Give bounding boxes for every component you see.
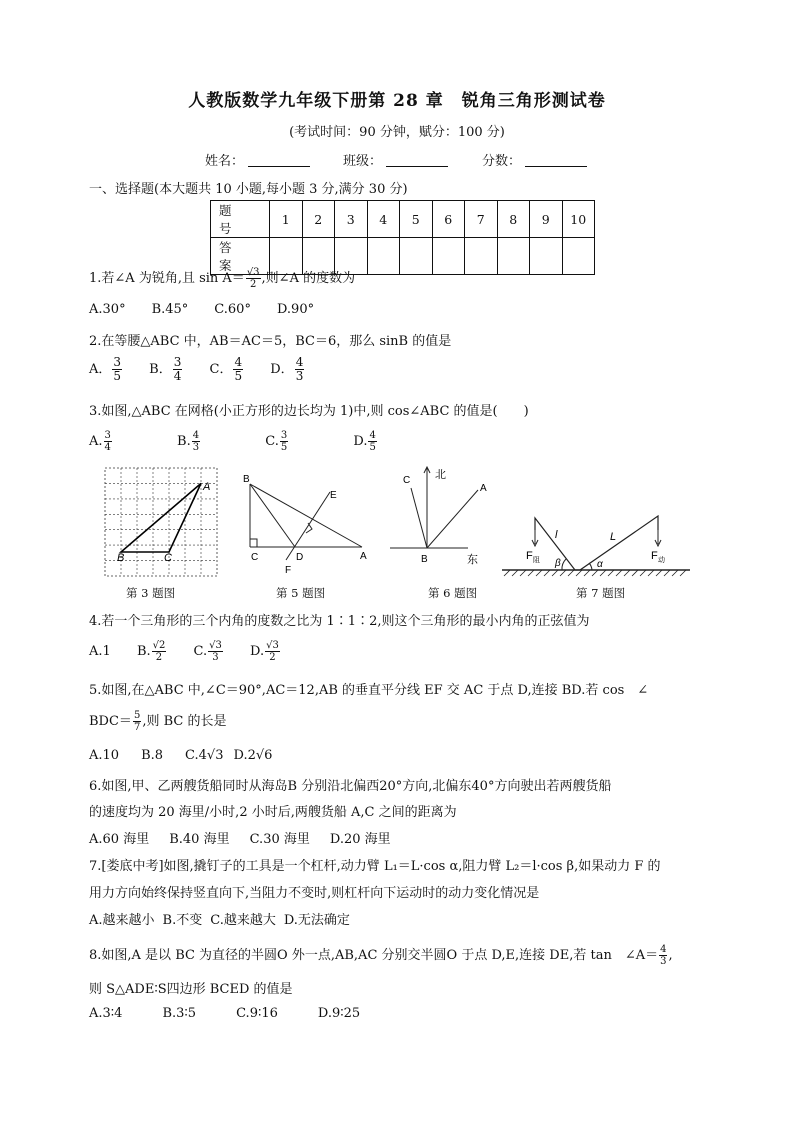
opt-frac: [173, 356, 183, 383]
frac-num: 4: [660, 944, 667, 955]
num-cell: 8: [497, 201, 530, 238]
option-c[interactable]: [265, 430, 289, 453]
q1-fraction: [246, 267, 261, 290]
name-field[interactable]: [205, 150, 310, 169]
opt-frac: [265, 640, 280, 663]
question-1: [89, 267, 355, 290]
opt-label: B.: [177, 434, 191, 449]
question-8-cont: 则 S△ADE∶S四边形 BCED 的值是: [89, 982, 293, 997]
answer-table: [210, 200, 595, 275]
row-label-number: 题号: [211, 201, 270, 238]
opt-frac: [152, 640, 167, 663]
question-4: 4.若一个三角形的三个内角的度数之比为 1∶1∶2,则这个三角形的最小内角的正弦值为: [89, 614, 590, 629]
class-blank[interactable]: [386, 154, 448, 167]
figure-7: [502, 516, 690, 576]
opt-label: D.: [353, 434, 368, 449]
frac-den: 2: [155, 652, 163, 663]
option-b[interactable]: [149, 356, 183, 383]
opt-label: B．: [149, 362, 172, 377]
figures-row: [100, 466, 700, 581]
opt-frac: [208, 640, 223, 663]
frac-num: 4: [369, 430, 376, 441]
option-a[interactable]: A.3∶4: [89, 1006, 123, 1021]
option-d[interactable]: D.2√6: [233, 748, 273, 763]
num-cell: 3: [335, 201, 368, 238]
opt-frac: [280, 430, 288, 453]
label-b: B: [243, 474, 250, 485]
ground-hatch: [504, 570, 686, 576]
frac-num: 4: [295, 355, 304, 369]
label-alpha: α: [597, 559, 603, 570]
triangle-abc: [121, 483, 201, 552]
name-label: 姓名：: [205, 154, 245, 169]
frac-num: √2: [152, 640, 166, 651]
label-l-big: L: [610, 531, 617, 543]
frac-den: 3: [192, 442, 200, 453]
q3-options: [89, 430, 404, 453]
q1-options: [89, 302, 340, 317]
frac-den: 5: [234, 369, 243, 383]
class-field[interactable]: [343, 150, 448, 169]
score-blank[interactable]: [525, 154, 587, 167]
frac-num: 5: [133, 710, 141, 721]
caption-fig5: 第 5 题图: [276, 586, 326, 600]
opt-label: A．: [89, 362, 112, 377]
num-cell: 5: [400, 201, 433, 238]
q5-fraction: [133, 710, 141, 733]
frac-num: 3: [280, 430, 288, 441]
option-d[interactable]: [353, 430, 377, 453]
question-8: [89, 944, 673, 967]
frac-num: 3: [104, 430, 111, 441]
q4-options: [89, 640, 307, 663]
exam-subtitle: (考试时间：90 分钟，赋分：100 分): [289, 125, 505, 140]
frac-num: √3: [266, 640, 279, 651]
q1-frac-num: √3: [246, 267, 260, 278]
frac-den: 5: [369, 442, 376, 453]
frac-num: 4: [192, 430, 200, 441]
opt-label: A.: [89, 434, 103, 449]
label-b: B: [421, 554, 428, 565]
label-c: C: [251, 552, 259, 563]
option-b[interactable]: [177, 430, 201, 453]
figure-5: [250, 484, 362, 560]
option-a[interactable]: A.越来越小: [89, 913, 155, 928]
opt-label: C.: [193, 644, 208, 659]
answer-cell[interactable]: [497, 238, 530, 275]
q8-options: [89, 1006, 386, 1021]
q1-stem: 1.若∠A 为锐角,且 sin A＝: [89, 271, 245, 286]
question-6-cont: 的速度均为 20 海里/小时,2 小时后,两艘货船 A,C 之间的距离为: [89, 805, 457, 820]
q1-frac-den: 2: [249, 279, 257, 290]
option-b[interactable]: B.3∶5: [162, 1006, 197, 1021]
label-d: D: [296, 552, 304, 563]
q2-options: [89, 356, 327, 383]
label-a: A: [360, 551, 367, 562]
answer-cell[interactable]: [530, 238, 563, 275]
opt-frac: [104, 430, 112, 453]
label-f-resist: F: [526, 550, 533, 562]
score-label: 分数：: [482, 154, 522, 169]
frac-num: 3: [113, 355, 122, 369]
label-c: C: [164, 552, 172, 564]
frac-num: 3: [173, 355, 182, 369]
option-a[interactable]: A.10: [89, 748, 120, 763]
label-f-power: F: [651, 550, 658, 562]
option-c[interactable]: [210, 356, 245, 383]
frac-den: 5: [113, 369, 122, 383]
label-a: A: [480, 483, 487, 494]
opt-label: B.: [136, 644, 151, 659]
question-5-cont: [89, 710, 226, 733]
option-c[interactable]: C.60°: [214, 302, 251, 317]
label-north: 北: [435, 469, 446, 481]
option-b[interactable]: B.不变: [162, 913, 203, 928]
option-d[interactable]: [270, 356, 305, 383]
q8-stem-end: ,: [668, 948, 673, 963]
q5-stem: BDC＝: [89, 714, 132, 729]
option-a[interactable]: A.60 海里: [89, 832, 150, 847]
q8-fraction: [659, 944, 667, 967]
num-cell: 2: [302, 201, 335, 238]
caption-fig3: 第 3 题图: [126, 586, 176, 600]
question-6: 6.如图,甲、乙两艘货船同时从海岛B 分别沿北偏西20°方向,北偏东40°方向驶出若两艘货船: [89, 779, 612, 794]
num-cell: 4: [367, 201, 400, 238]
option-d[interactable]: D.90°: [276, 302, 315, 317]
opt-frac: [233, 356, 243, 383]
num-cell: 1: [270, 201, 303, 238]
option-b[interactable]: B.40 海里: [169, 832, 230, 847]
option-a[interactable]: [89, 430, 113, 453]
option-c[interactable]: C.4√3: [185, 748, 224, 763]
caption-fig6: 第 6 题图: [428, 586, 478, 600]
label-b: B: [117, 552, 125, 564]
num-cell: 9: [530, 201, 563, 238]
option-a[interactable]: A.1: [89, 644, 111, 659]
label-a: A: [203, 481, 211, 493]
option-b[interactable]: B.8: [141, 748, 164, 763]
question-7-cont: 用力方向始终保持竖直向下,当阻力不变时,则杠杆向下运动时的动力变化情况是: [89, 886, 540, 901]
label-east: 东: [467, 554, 478, 566]
label-f: F: [285, 565, 292, 576]
q5-options: [89, 748, 298, 763]
answer-cell[interactable]: [562, 238, 595, 275]
opt-label: D．: [270, 362, 294, 377]
frac-den: 5: [280, 442, 288, 453]
score-field[interactable]: [482, 150, 587, 169]
opt-label: C．: [209, 362, 233, 377]
option-d[interactable]: D.9∶25: [317, 1006, 361, 1021]
answer-table-number-row: [211, 201, 595, 238]
label-e: E: [330, 490, 337, 501]
label-l-small: l: [555, 529, 558, 541]
option-a[interactable]: [89, 356, 123, 383]
opt-label: C.: [265, 434, 279, 449]
class-label: 班级：: [343, 154, 383, 169]
answer-cell[interactable]: [367, 238, 400, 275]
frac-den: 4: [104, 442, 111, 453]
row-label-answer: 答案: [211, 238, 270, 275]
option-c[interactable]: [194, 640, 224, 663]
num-cell: 6: [432, 201, 465, 238]
opt-label: D.: [250, 644, 265, 659]
option-d[interactable]: D.无法确定: [283, 913, 350, 928]
frac-den: 7: [133, 722, 141, 733]
q1-stem-end: ,则∠A 的度数为: [261, 271, 356, 286]
name-blank[interactable]: [248, 154, 310, 167]
opt-frac: [192, 430, 200, 453]
q5-stem-end: ,则 BC 的长是: [142, 714, 227, 729]
option-c[interactable]: C.9∶16: [236, 1006, 278, 1021]
option-c[interactable]: C.30 海里: [249, 832, 310, 847]
opt-frac: [368, 430, 376, 453]
frac-den: 3: [212, 652, 219, 663]
option-d[interactable]: [250, 640, 281, 663]
question-3: 3.如图,△ABC 在网格(小正方形的边长均为 1)中,则 cos∠ABC 的值是( ): [89, 404, 529, 419]
frac-den: 2: [269, 652, 276, 663]
question-7: 7.[娄底中考]如图,撬钉子的工具是一个杠杆,动力臂 L₁＝L·cos α,阻力臂 L₂＝l·cos β,如果动力 F 的: [89, 859, 661, 874]
frac-den: 3: [660, 956, 667, 967]
frac-den: 3: [295, 369, 304, 383]
page-title: 人教版数学九年级下册第 28 章 锐角三角形测试卷: [188, 91, 606, 111]
option-b[interactable]: [137, 640, 167, 663]
q6-options: [89, 828, 417, 847]
num-cell: 7: [465, 201, 498, 238]
option-b[interactable]: B.45°: [151, 302, 189, 317]
label-f-resist-sub: 阻: [533, 557, 540, 564]
label-c: C: [403, 475, 411, 486]
label-beta: β: [555, 558, 561, 569]
caption-fig7: 第 7 题图: [576, 586, 626, 600]
frac-den: 4: [173, 369, 182, 383]
q8-stem: 8.如图,A 是以 BC 为直径的半圆O 外一点,AB,AC 分别交半圆O 于点 D,E,连接 DE,若 tan ∠A＝: [89, 948, 659, 963]
answer-cell[interactable]: [465, 238, 498, 275]
frac-num: √3: [209, 640, 222, 651]
option-d[interactable]: D.20 海里: [329, 832, 391, 847]
question-2: 2.在等腰△ABC 中，AB＝AC＝5，BC＝6，那么 sinB 的值是: [89, 334, 452, 349]
opt-frac: [295, 356, 305, 383]
opt-frac: [112, 356, 122, 383]
option-a[interactable]: A.30°: [89, 302, 126, 317]
num-cell: 10: [562, 201, 595, 238]
frac-num: 4: [234, 355, 243, 369]
option-c[interactable]: C.越来越大: [210, 913, 276, 928]
section-title: 一、选择题(本大题共 10 小题,每小题 3 分,满分 30 分): [89, 182, 408, 197]
answer-cell[interactable]: [432, 238, 465, 275]
question-5: 5.如图,在△ABC 中,∠C＝90°,AC＝12,AB 的垂直平分线 EF 交 AC 于点 D,连接 BD.若 cos ∠: [89, 683, 649, 698]
q7-options: [89, 909, 376, 928]
label-f-power-sub: 动: [658, 557, 665, 564]
answer-cell[interactable]: [400, 238, 433, 275]
